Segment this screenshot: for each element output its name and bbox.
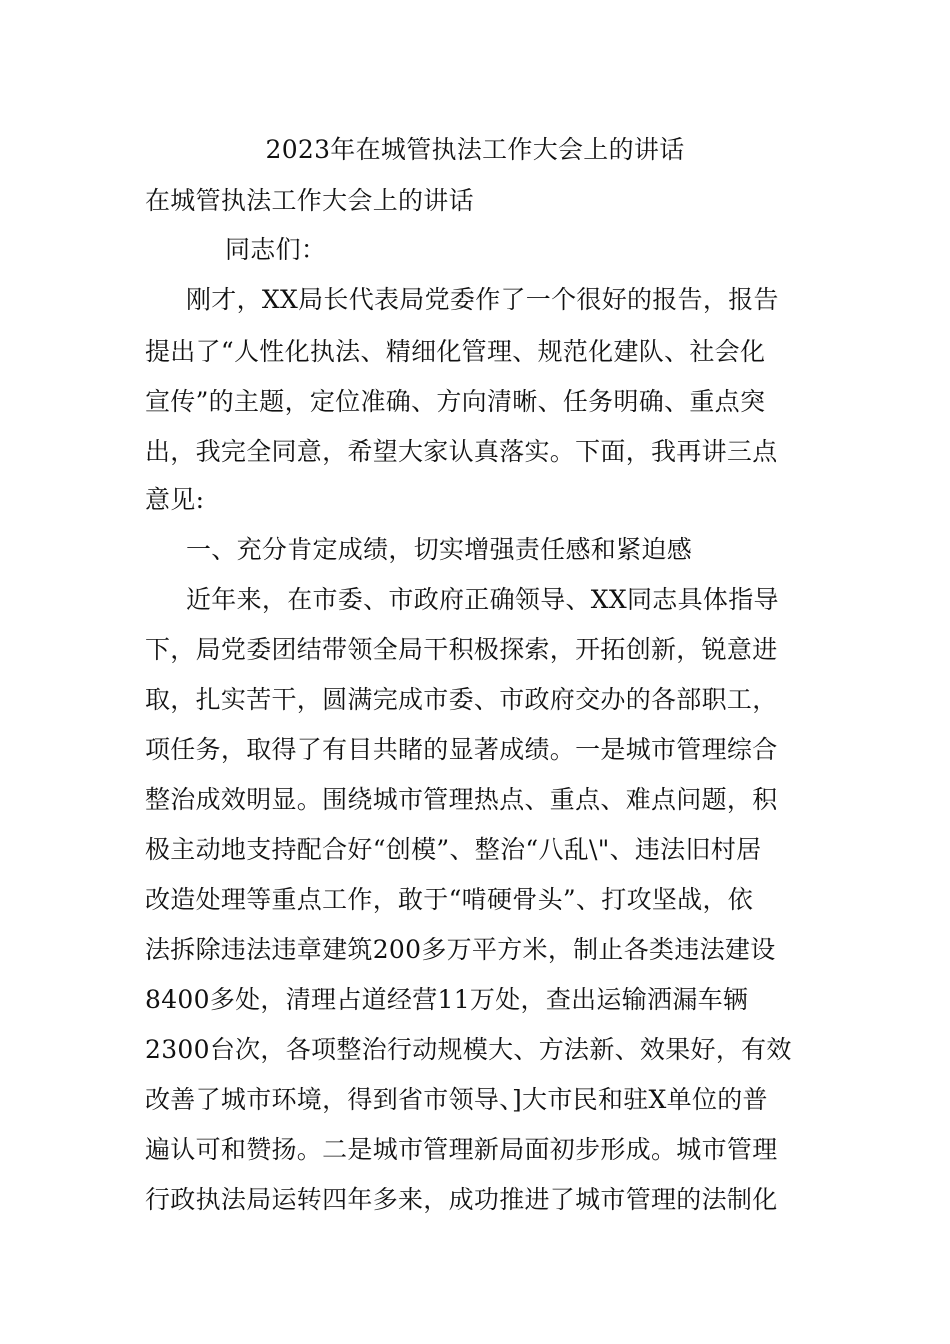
paragraph-line: 行政执法局运转四年多来，成功推进了城市管理的法制化 xyxy=(145,1185,778,1214)
paragraph-line: 提出了“人性化执法、精细化管理、规范化建队、社会化 xyxy=(145,337,766,366)
salutation: 同志们： xyxy=(225,235,327,264)
paragraph-line: 刚才，XX局长代表局党委作了一个很好的报告，报告 xyxy=(186,285,779,314)
paragraph-line: 整治成效明显。围绕城市管理热点、重点、难点问题，积 xyxy=(145,785,778,814)
paragraph-line: 项任务，取得了有目共睹的显著成绩。一是城市管理综合 xyxy=(145,735,778,764)
paragraph-line: 2300台次，各项整治行动规模大、方法新、效果好，有效 xyxy=(145,1035,792,1064)
paragraph-line: 下，局党委团结带领全局干积极探索，开拓创新，锐意进 xyxy=(145,635,778,664)
paragraph-line: 8400多处，清理占道经营11万处，查出运输洒漏车辆 xyxy=(145,985,749,1014)
document-subtitle: 在城管执法工作大会上的讲话 xyxy=(145,186,474,215)
paragraph-line: 改造处理等重点工作，敢于“啃硬骨头”、打攻坚战，依 xyxy=(145,885,754,914)
paragraph-line: 取，扎实苦干，圆满完成市委、市政府交办的各部职工， xyxy=(145,685,778,714)
paragraph-line: 近年来，在市委、市政府正确领导、XX同志具体指导 xyxy=(186,585,779,614)
document-title: 2023年在城管执法工作大会上的讲话 xyxy=(265,135,685,164)
paragraph-line: 改善了城市环境，得到省市领导、]大市民和驻X单位的普 xyxy=(145,1085,768,1114)
paragraph-line: 意见: xyxy=(145,485,205,514)
paragraph-line: 法拆除违法违章建筑200多万平方米，制止各类违法建设 xyxy=(145,935,776,964)
paragraph-line: 宣传”的主题，定位准确、方向清晰、任务明确、重点突 xyxy=(145,387,766,416)
paragraph-line: 出，我完全同意，希望大家认真落实。下面，我再讲三点 xyxy=(145,437,778,466)
paragraph-line: 遍认可和赞扬。二是城市管理新局面初步形成。城市管理 xyxy=(145,1135,778,1164)
section-heading: 一、充分肯定成绩，切实增强责任感和紧迫感 xyxy=(186,535,693,564)
paragraph-line: 极主动地支持配合好“创模”、整治“八乱\"、违法旧村居 xyxy=(145,835,762,864)
